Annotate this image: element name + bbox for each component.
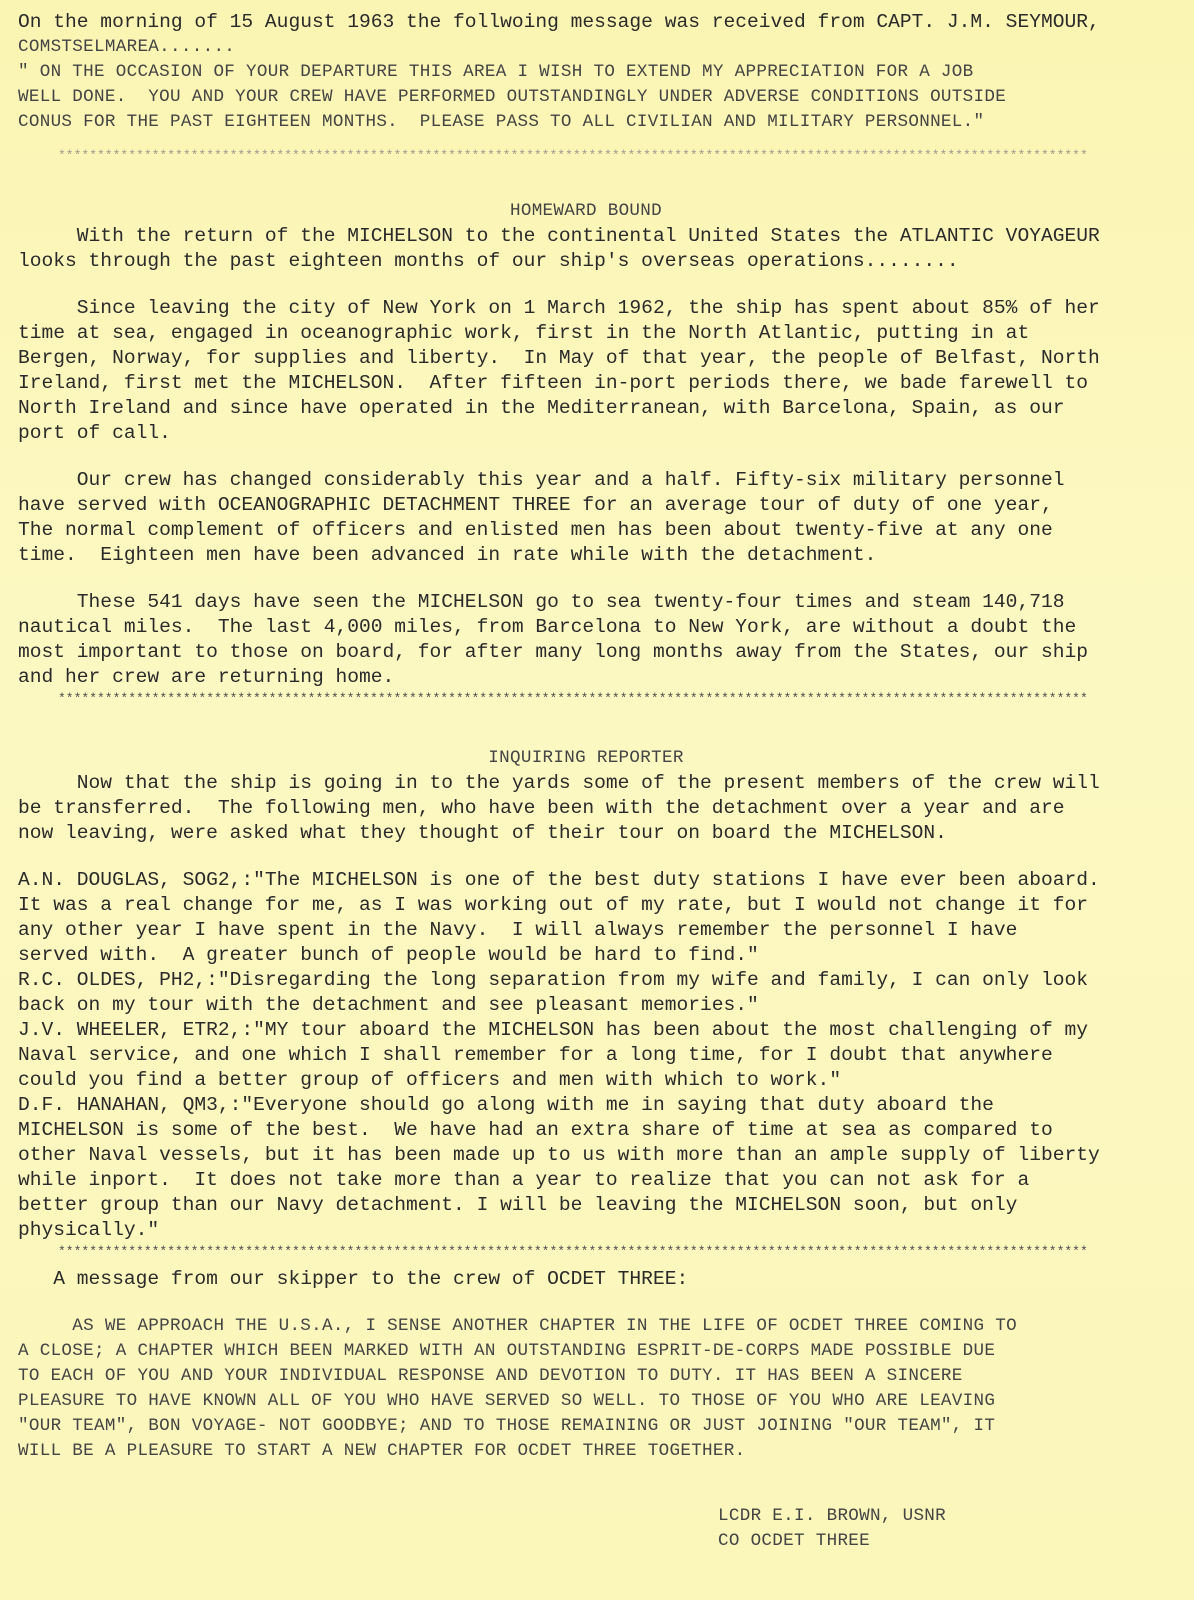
text-line: Ireland, first met the MICHELSON. After fifteen in-port periods there, we bade farewell to	[18, 372, 1088, 394]
skipper-line: TO EACH OF YOU AND YOUR INDIVIDUAL RESPONSE AND DEVOTION TO DUTY. IT HAS BEEN A SINCERE	[18, 1366, 963, 1386]
quote-line: A.N. DOUGLAS, SOG2,:"The MICHELSON is one of the best duty stations I have ever been aboard.	[18, 869, 1100, 891]
quote-line: J.V. WHEELER, ETR2,:"MY tour aboard the MICHELSON has been about the most challenging of my	[18, 1019, 1088, 1041]
quote-line: other Naval vessels, but it has been made up to us with more than an ample supply of liberty	[18, 1144, 1100, 1166]
text-line: These 541 days have seen the MICHELSON go to sea twenty-four times and steam 140,718	[18, 591, 1065, 613]
quote-line: physically."	[18, 1219, 160, 1241]
skipper-intro: A message from our skipper to the crew of OCDET THREE:	[18, 1268, 689, 1290]
text-line: time. Eighteen men have been advanced in rate while with the detachment.	[18, 544, 877, 566]
quote-line: could you find a better group of officers and men with which to work."	[18, 1069, 842, 1091]
section-heading: INQUIRING REPORTER	[488, 748, 684, 768]
quote-line: back on my tour with the detachment and see pleasant memories."	[18, 994, 759, 1016]
quote-line: MICHELSON is some of the best. We have had an extra share of time at sea as compared to	[18, 1119, 1053, 1141]
text-line: have served with OCEANOGRAPHIC DETACHMENT THREE for an average tour of duty of one year,	[18, 494, 1053, 516]
skipper-line: AS WE APPROACH THE U.S.A., I SENSE ANOTHER CHAPTER IN THE LIFE OF OCDET THREE COMING TO	[18, 1316, 1017, 1336]
quote-line: D.F. HANAHAN, QM3,:"Everyone should go along with me in saying that duty aboard the	[18, 1094, 994, 1116]
text-line: With the return of the MICHELSON to the continental United States the ATLANTIC VOYAGEUR	[18, 225, 1100, 247]
quote-line: any other year I have spent in the Navy. I will always remember the personnel I have	[18, 919, 1018, 941]
message-line: CONUS FOR THE PAST EIGHTEEN MONTHS. PLEASE PASS TO ALL CIVILIAN AND MILITARY PERSONNEL."	[18, 112, 985, 132]
homeward-bound-section	[18, 199, 1154, 690]
section-heading: HOMEWARD BOUND	[509, 201, 662, 221]
text-line: nautical miles. The last 4,000 miles, from Barcelona to New York, are without a doubt the	[18, 616, 1077, 638]
separator: ************************************************************************************************************************************	[58, 1244, 1088, 1259]
text-line: looks through the past eighteen months of our ship's overseas operations........	[18, 250, 959, 272]
skipper-message-section	[18, 1267, 1154, 1554]
text-line: Now that the ship is going in to the yards some of the present members of the crew will	[18, 772, 1100, 794]
quote-line: Naval service, and one which I shall remember for a long time, for I doubt that anywhere	[18, 1044, 1053, 1066]
message-line: WELL DONE. YOU AND YOUR CREW HAVE PERFORMED OUTSTANDINGLY UNDER ADVERSE CONDITIONS OUTSIDE	[18, 87, 1007, 107]
quote-line: It was a real change for me, as I was working out of my rate, but I would not change it for	[18, 894, 1088, 916]
text-line: Since leaving the city of New York on 1 March 1962, the ship has spent about 85% of her	[18, 297, 1100, 319]
text-line: time at sea, engaged in oceanographic work, first in the North Atlantic, putting in at	[18, 322, 1030, 344]
text-line: most important to those on board, for after many long months away from the States, our ship	[18, 641, 1088, 663]
signature-name: LCDR E.I. BROWN, USNR	[718, 1506, 947, 1526]
quote-line: better group than our Navy detachment. I will be leaving the MICHELSON soon, but only	[18, 1194, 1018, 1216]
text-line: The normal complement of officers and enlisted men has been about twenty-five at any one	[18, 519, 1053, 541]
quote-line: while inport. It does not take more than a year to realize that you can not ask for a	[18, 1169, 1030, 1191]
message-line: " ON THE OCCASION OF YOUR DEPARTURE THIS AREA I WISH TO EXTEND MY APPRECIATION FOR A JOB	[18, 62, 974, 82]
skipper-line: A CLOSE; A CHAPTER WHICH BEEN MARKED WITH AN OUTSTANDING ESPRIT-DE-CORPS MADE POSSIBLE DUE	[18, 1341, 996, 1361]
text-line: Bergen, Norway, for supplies and liberty. In May of that year, the people of Belfast, North	[18, 347, 1100, 369]
separator: ************************************************************************************************************************************	[58, 691, 1088, 706]
text-line: and her crew are returning home.	[18, 666, 395, 688]
text-line: now leaving, were asked what they thought of their tour on board the MICHELSON.	[18, 822, 947, 844]
text-line: North Ireland and since have operated in the Mediterranean, with Barcelona, Spain, as our	[18, 397, 1065, 419]
signature-title: CO OCDET THREE	[718, 1531, 871, 1551]
skipper-line: WILL BE A PLEASURE TO START A NEW CHAPTER FOR OCDET THREE TOGETHER.	[18, 1441, 746, 1461]
text-line: be transferred. The following men, who have been with the detachment over a year and are	[18, 797, 1065, 819]
inquiring-reporter-section	[18, 746, 1154, 1243]
quote-line: served with. A greater bunch of people would be hard to find."	[18, 944, 759, 966]
quote-line: R.C. OLDES, PH2,:"Disregarding the long separation from my wife and family, I can only look	[18, 969, 1088, 991]
skipper-line: "OUR TEAM", BON VOYAGE- NOT GOODBYE; AND TO THOSE REMAINING OR JUST JOINING "OUR TEAM", IT	[18, 1416, 996, 1436]
text-line: Our crew has changed considerably this year and a half. Fifty-six military personnel	[18, 469, 1065, 491]
separator: ************************************************************************************************************************************	[58, 148, 1088, 163]
text-line: port of call.	[18, 422, 171, 444]
message-line: COMSTSELMAREA.......	[18, 37, 236, 57]
message-line: On the morning of 15 August 1963 the follwoing message was received from CAPT. J.M. SEYMOUR,	[18, 11, 1100, 33]
top-message	[18, 10, 1154, 135]
skipper-line: PLEASURE TO HAVE KNOWN ALL OF YOU WHO HAVE SERVED SO WELL. TO THOSE OF YOU WHO ARE LEAVING	[18, 1391, 996, 1411]
